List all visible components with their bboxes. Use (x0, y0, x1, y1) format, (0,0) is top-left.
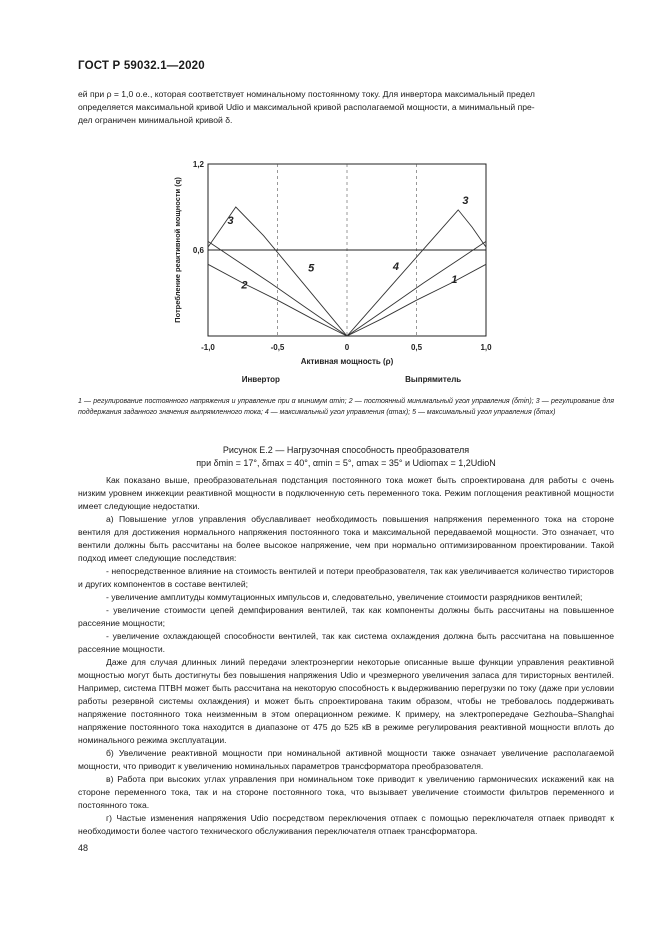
paragraph-2: Даже для случая длинных линий передачи электроэнергии некоторые описанные выше функции управления реактивной мощностью могут быть достигнуты без повышения напряжения Udio и чрезмерного увеличения запаса для тиристорных вентилей. Например, система ПТВН может быть рассчитана на некоторую способность к выдерживанию перегрузки по току (даже при условии работы резервной системы охлаждения) и может быть спроектирована таким образом, чтобы не требовалось поддерживать напряжение постоянного тока неизменным в этом операционном режиме. К примеру, на электропередаче Gezhouba–Shanghai напряжение постоянного тока находится в диапазоне от 475 до 525 кВ в режиме регулирования реактивной мощности вплоть до номинального режима эксплуатации. (78, 657, 614, 745)
bullet-2: - увеличение амплитуды коммутационных импульсов и, следовательно, увеличение стоимости разрядников вентилей; (106, 592, 583, 602)
y-axis-label: Потребление реактивной мощности (q) (173, 177, 182, 323)
series-line-2 (208, 264, 347, 336)
region-label-rectifier: Выпрямитель (405, 375, 462, 384)
figure-caption (78, 444, 614, 470)
curve-label: 3 (227, 215, 234, 228)
curve-label: 4 (392, 261, 399, 274)
x-tick-label: 0 (344, 343, 350, 352)
x-axis-label: Активная мощность (ρ) (300, 357, 394, 366)
y-tick-label: 1,2 (192, 160, 204, 169)
bullet-3: - увеличение стоимости цепей демпфирования вентилей, так как компоненты должны быть рассчитаны на повышенное рассеяние мощности; (78, 605, 614, 628)
paragraph-1: Как показано выше, преобразовательная подстанция постоянного тока может быть спроектирована для работы с очень низким уровнем инжекции реактивной мощности в подключенную сеть переменного тока. Режим поглощения реактивной мощности имеет следующие недостатки. (78, 475, 614, 511)
intro-paragraph (78, 88, 614, 127)
caption-title: Рисунок Е.2 — Нагрузочная способность преобразователя (222, 445, 470, 455)
curve-label: 3 (462, 195, 469, 208)
series-line-1 (347, 264, 486, 336)
body-text (78, 474, 614, 838)
curve-label: 2 (241, 279, 248, 292)
chart-svg (150, 148, 530, 388)
page-number: 48 (78, 843, 89, 853)
paragraph-b: б) Увеличение реактивной мощности при номинальной активной мощности также означает увеличение располагаемой мощности, что приводит к увеличению номинальных параметров трансформатора преобразователя. (78, 748, 614, 771)
paragraph-c: в) Работа при высоких углах управления при номинальном токе приводит к увеличению гармонических искажений как на стороне переменного тока, так и на стороне постоянного тока, что вызывает увеличение стоимости фильтров переменного и постоянного тока. (78, 774, 614, 810)
x-tick-label: 1,0 (480, 343, 492, 352)
intro-line-3: дел ограничен минимальной кривой δ. (78, 115, 233, 125)
curve-label: 5 (308, 262, 315, 275)
y-tick-label: 0,6 (192, 246, 204, 255)
x-tick-label: 0,5 (410, 343, 423, 352)
x-tick-label: -0,5 (270, 343, 285, 352)
region-label-inverter: Инвертор (241, 375, 280, 384)
standard-header: ГОСТ Р 59032.1—2020 (78, 60, 205, 72)
load-capability-chart (150, 148, 530, 388)
figure-legend: 1 — регулирование постоянного напряжения и управление при α минимум αmin; 2 — постоянный минимальный угол управления (δmin); 3 — регулирование для поддержания заданного значения выпрямленного тока; 4 — максимальный угол управления (αmax); 5 — максимальный угол управления (δmax) (78, 398, 614, 416)
intro-line-2: определяется максимальной кривой Udio и максимальной кривой располагаемой мощности, а минимальный пре- (78, 102, 535, 112)
curve-label: 1 (451, 273, 458, 286)
bullet-1: - непосредственное влияние на стоимость вентилей и потери преобразователя, так как увеличивается количество тиристоров и других компонентов в составе вентилей; (78, 566, 614, 589)
paragraph-a: а) Повышение углов управления обуславливает необходимость повышения напряжения переменного тока на стороне вентиля для достижения нормального напряжения постоянного тока и максимальной передаваемой мощности. Это означает, что вентили должны быть рассчитаны на более высокое напряжение, чем при нормально оптимизированном проектировании. Такой подход имеет следующие последствия: (78, 514, 614, 563)
bullet-4: - увеличение охлаждающей способности вентилей, так как система охлаждения должна быть рассчитана на повышенное рассеяние мощности. (78, 631, 614, 654)
x-tick-label: -1,0 (201, 343, 215, 352)
caption-parameters: при δmin = 17°, δmax = 40°, αmin = 5°, αmax = 35° и Udiomax = 1,2UdioN (196, 458, 496, 468)
paragraph-d: г) Частые изменения напряжения Udio посредством переключения отпаек с помощью переключателя отпаек приводят к необходимости более частого технического обслуживания переключателя отпаек трансформатора. (78, 813, 614, 836)
intro-line-1: ей при ρ = 1,0 о.е., которая соответствует номинальному постоянному току. Для инвертора максимальный предел (78, 89, 535, 99)
